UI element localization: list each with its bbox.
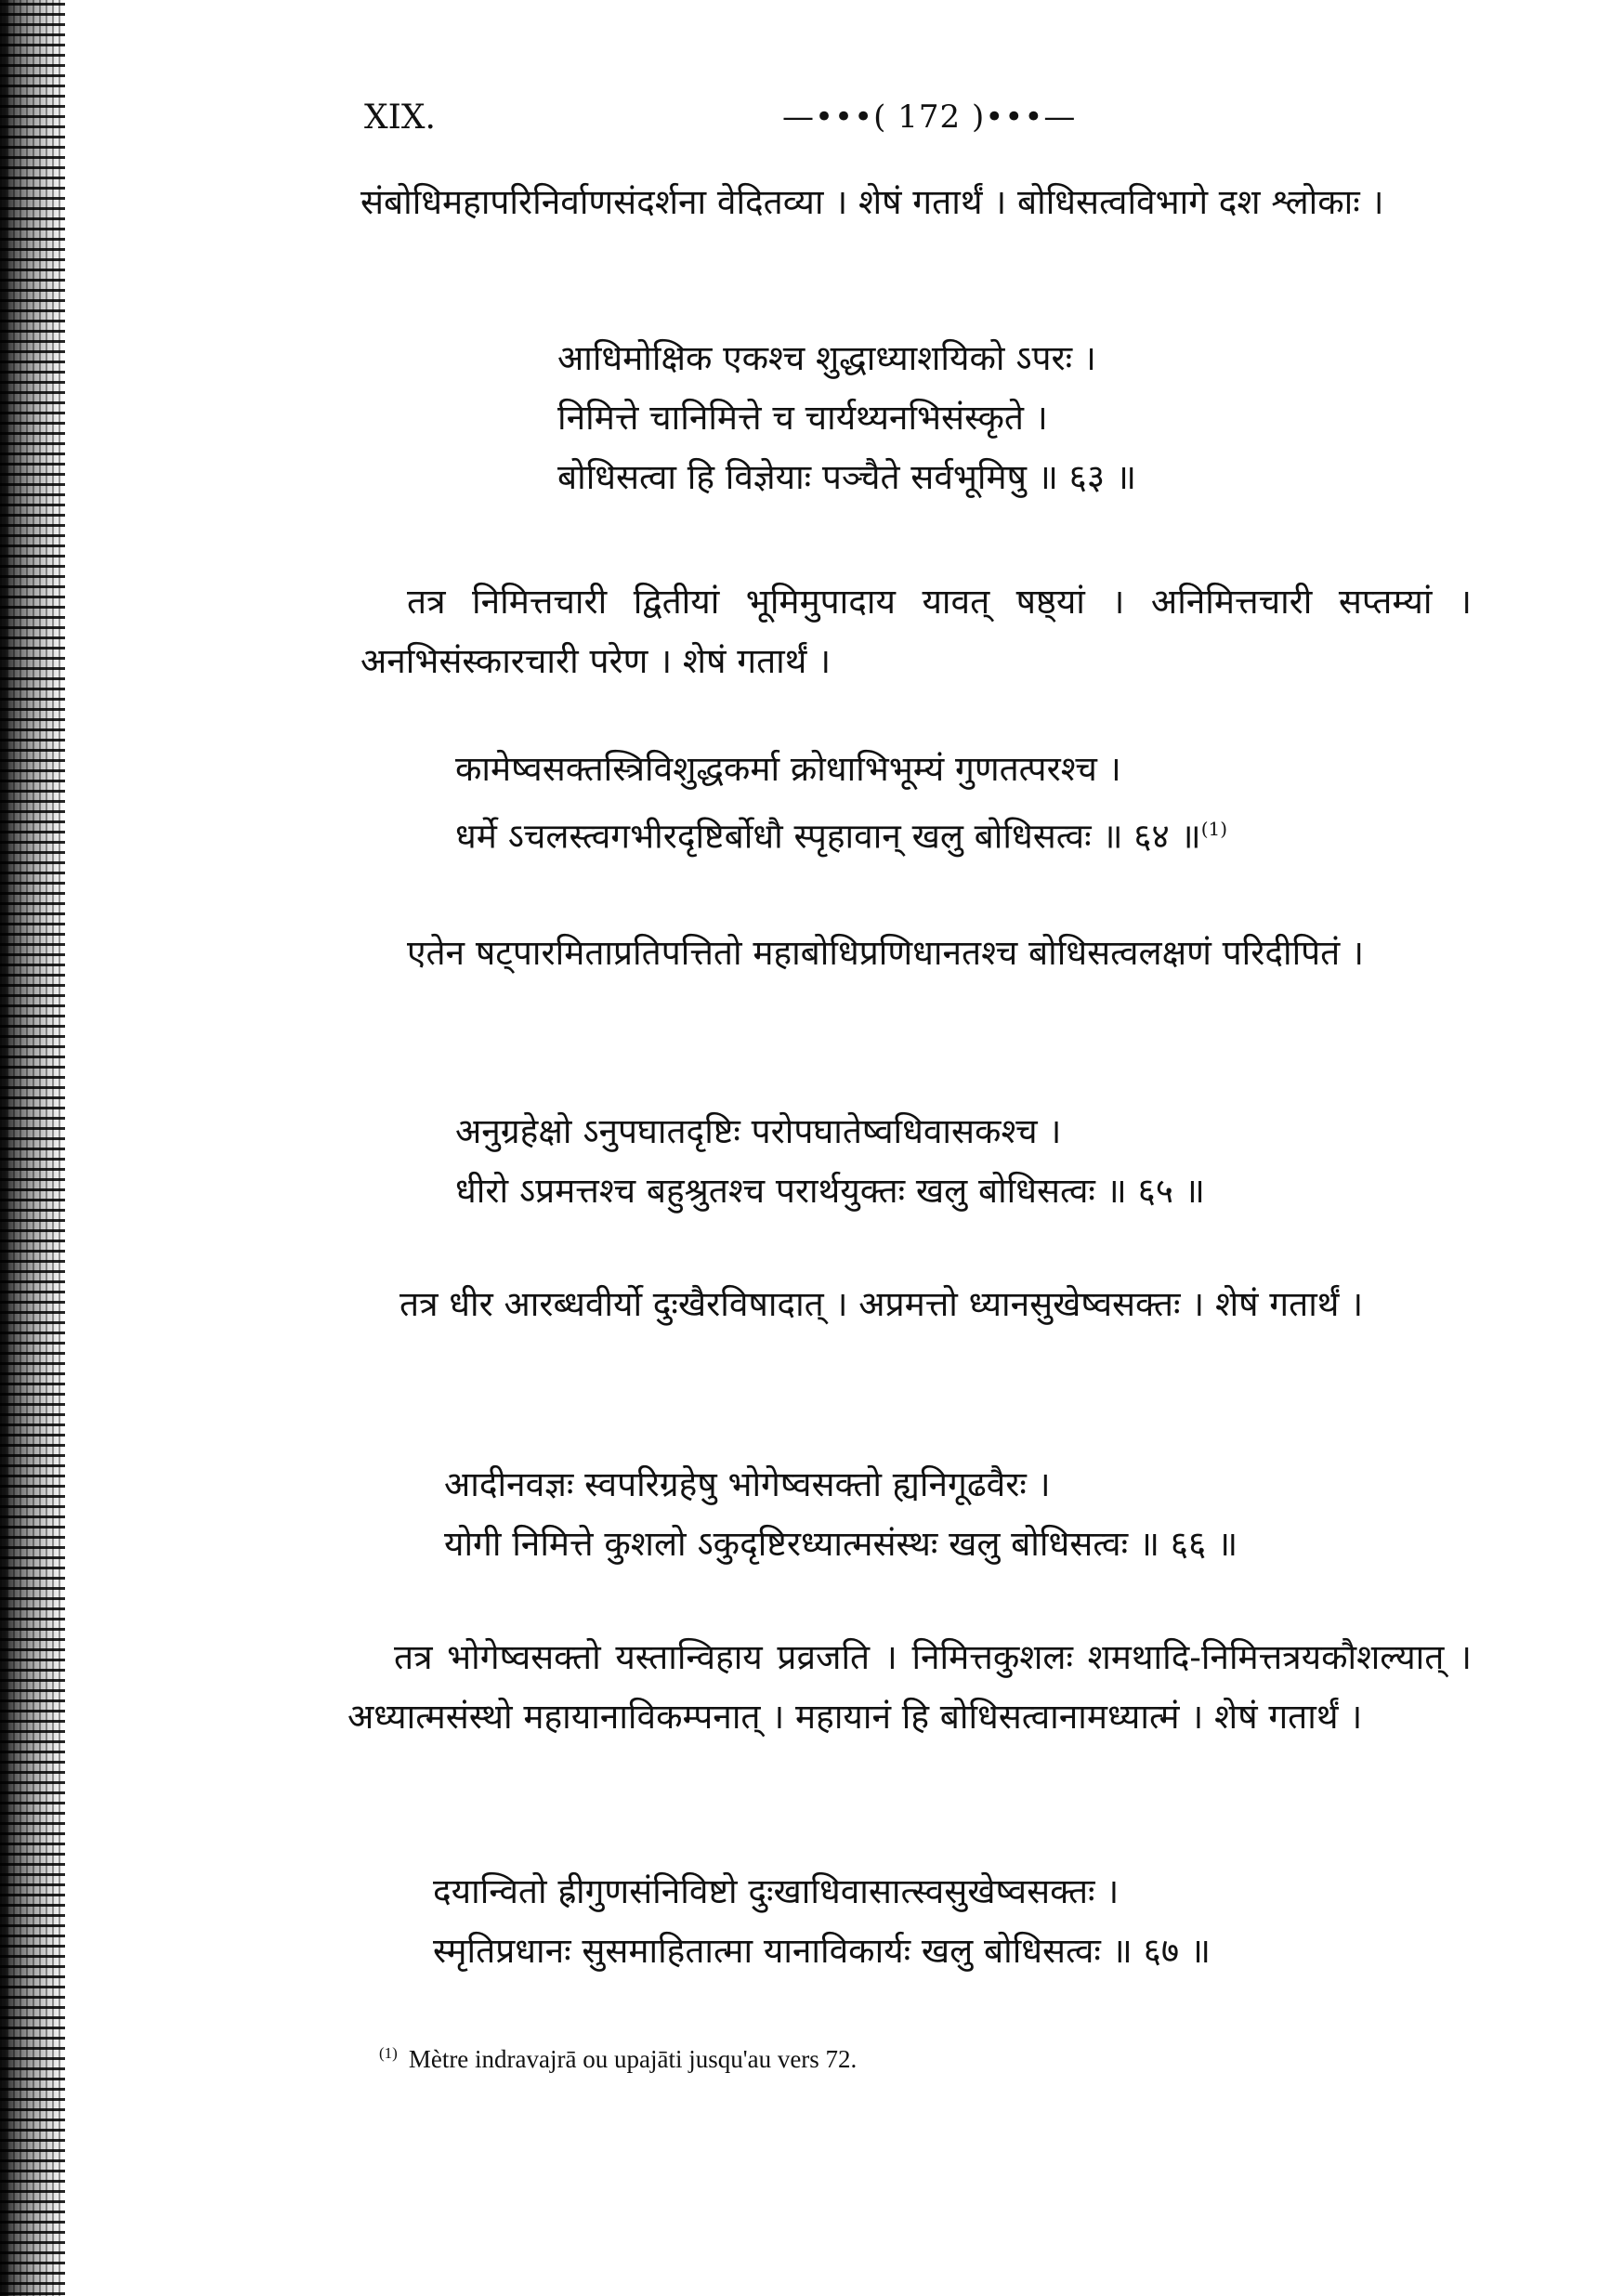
verse-line: धर्मे ऽचलस्त्वगभीरदृष्टिर्बोधौ स्पृहावान् खलु बोधिसत्वः ॥ ६४ ॥ — [455, 816, 1201, 857]
verse-line: आदीनवज्ञः स्वपरिग्रहेषु भोगेष्वसक्तो ह्यनिगूढवैरः । — [444, 1464, 1051, 1504]
verse-line: कामेष्वसक्तस्त्रिविशुद्धकर्मा क्रोधाभिभूम्यं गुणतत्परश्च । — [455, 749, 1121, 789]
commentary-64: एतेन षट्पारमिताप्रतिपत्तितो महाबोधिप्रणिधानतश्च बोधिसत्वलक्षणं परिदीपितं । — [407, 933, 1365, 973]
verse-line: स्मृतिप्रधानः सुसमाहितात्मा यानाविकार्यः खलु बोधिसत्वः ॥ ६७ ॥ — [433, 1931, 1211, 1971]
verse-line: बोधिसत्वा हि विज्ञेयाः पञ्चैते सर्वभूमिषु ॥ ६३ ॥ — [557, 457, 1137, 497]
verse-line: दयान्वितो ह्रीगुणसंनिविष्टो दुःखाधिवासात्स्वसुखेष्वसक्तः । — [433, 1871, 1120, 1911]
section-number: XIX. — [364, 98, 436, 137]
footnote-mark: (1) — [379, 2044, 398, 2062]
commentary-65: तत्र धीर आरब्धवीर्यो दुःखैरविषादात् । अप्रमत्तो ध्यानसुखेष्वसक्तः । शेषं गतार्थं । — [399, 1284, 1364, 1324]
footnote-text: Mètre indravajrā ou upajāti jusqu'au vers 72. — [408, 2045, 858, 2073]
footnote — [379, 2044, 857, 2074]
verse-67 — [433, 1862, 1211, 1981]
book-binding-shadow — [0, 0, 65, 2296]
page-number: —•••( 172 )•••— — [782, 98, 1077, 136]
verse-line: अनुग्रहेक्षो ऽनुपघातदृष्टिः परोपघातेष्वधिवासकश्च । — [455, 1111, 1062, 1151]
verse-65 — [455, 1102, 1205, 1221]
running-header — [364, 98, 1470, 154]
verse-63 — [557, 329, 1136, 507]
paragraph-intro: संबोधिमहापरिनिर्वाणसंदर्शना वेदितव्या । शेषं गतार्थं । बोधिसत्वविभागे दश श्लोकाः । — [360, 182, 1384, 222]
verse-line: निमित्ते चानिमित्ते च चार्यथ्यनभिसंस्कृते । — [557, 398, 1048, 438]
verse-line: आधिमोक्षिक एकश्च शुद्धाध्याशयिको ऽपरः । — [557, 338, 1096, 378]
commentary-63: तत्र निमित्तचारी द्वितीयां भूमिमुपादाय यावत् षष्ठ्यां । अनिमित्तचारी सप्तम्यां । अनभिसंस्कारचारी परेण । शेषं गतार्थं । — [360, 582, 1472, 681]
verse-64 — [455, 740, 1227, 866]
commentary-66: तत्र भोगेष्वसक्तो यस्तान्विहाय प्रव्रजति । निमित्तकुशलः शमथादि-निमित्तत्रयकौशल्यात् । अध्यात्मसंस्थो महायानाविकम्पनात् । महायानं हि बोधिसत्वानामध्यात्मं । शेषं गतार्थं । — [347, 1637, 1472, 1737]
verse-66 — [444, 1455, 1238, 1574]
footnote-reference: (1) — [1200, 818, 1228, 840]
verse-line: योगी निमित्ते कुशलो ऽकुदृष्टिरध्यात्मसंस्थः खलु बोधिसत्वः ॥ ६६ ॥ — [444, 1524, 1238, 1564]
verse-line: धीरो ऽप्रमत्तश्च बहुश्रुतश्च परार्थयुक्तः खलु बोधिसत्वः ॥ ६५ ॥ — [455, 1171, 1205, 1211]
